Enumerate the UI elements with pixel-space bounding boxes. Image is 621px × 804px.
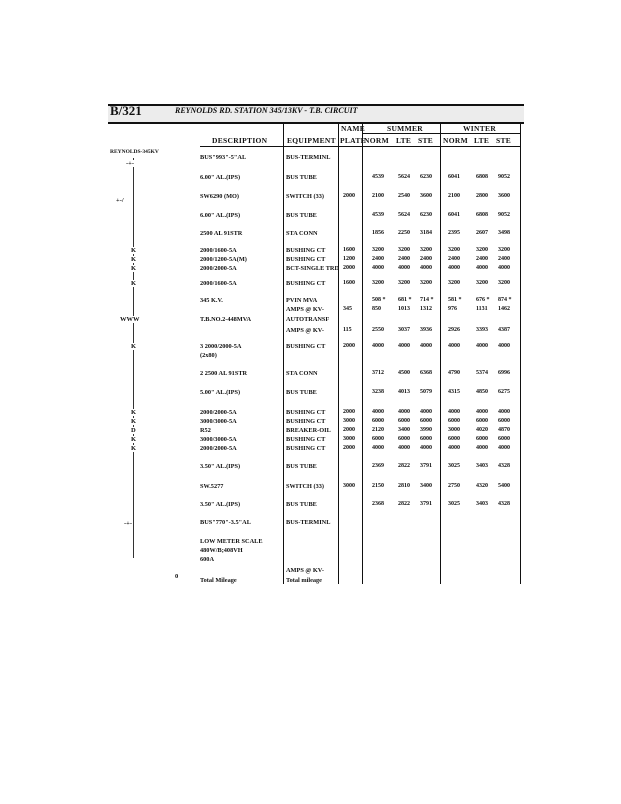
row-winter-ste: 4328 (498, 463, 510, 469)
row-summer-norm: 2400 (372, 256, 384, 262)
row-description: BUS"770"-3.5"AL (200, 519, 251, 526)
row-summer-ste: 3600 (420, 193, 432, 199)
row-winter-ste: 4000 (498, 343, 510, 349)
row-description: 3.50" AL.(IPS) (200, 463, 241, 470)
row-summer-norm: 508 * (372, 297, 386, 303)
row-description: 2 2500 AL 91STR (200, 370, 248, 377)
col-divider-plate (338, 122, 339, 584)
header-summer-lte: LTE (396, 136, 412, 145)
footer-mark: 0 (175, 573, 179, 580)
row-description: 3 2000/2000-5A (200, 343, 242, 350)
row-name-plate: 2000 (343, 445, 355, 451)
row-summer-norm: 2550 (372, 327, 384, 333)
row-summer-ste: 6368 (420, 370, 432, 376)
row-winter-ste: 4000 (498, 409, 510, 415)
row-winter-ste: 6000 (498, 436, 510, 442)
row-description: 3.50" AL.(IPS) (200, 501, 241, 508)
row-description: BUS"993"-5"AL (200, 154, 247, 161)
row-name-plate: 2000 (343, 427, 355, 433)
diagram-mark: -+- (126, 160, 135, 167)
row-summer-lte: 3400 (398, 427, 410, 433)
row-summer-norm: 3200 (372, 280, 384, 286)
row-winter-lte: 676 * (476, 297, 490, 303)
row-winter-lte: 5374 (476, 370, 488, 376)
row-name-plate: 2000 (343, 409, 355, 415)
row-equipment: BUS TUBE (286, 463, 317, 470)
header-winter-ste: STE (496, 136, 512, 145)
row-summer-lte: 4500 (398, 370, 410, 376)
row-name-plate: 3000 (343, 436, 355, 442)
row-summer-lte: 4000 (398, 409, 410, 415)
row-winter-ste: 874 * (498, 297, 512, 303)
row-equipment: STA CONN (286, 230, 318, 237)
row-winter-lte: 2400 (476, 256, 488, 262)
row-winter-ste: 9052 (498, 212, 510, 218)
row-winter-lte: 6000 (476, 418, 488, 424)
row-winter-ste: 3498 (498, 230, 510, 236)
header-underline (200, 146, 520, 147)
row-winter-norm: 3025 (448, 463, 460, 469)
row-equipment: BUSHING CT (286, 436, 326, 443)
diagram-mark: D (131, 427, 136, 434)
row-name-plate: 1600 (343, 247, 355, 253)
row-description: 6.00" AL.(IPS) (200, 174, 241, 181)
row-winter-norm: 6000 (448, 418, 460, 424)
row-winter-norm: 2100 (448, 193, 460, 199)
row-summer-lte: 2810 (398, 483, 410, 489)
diagram-mark: K (131, 265, 137, 272)
row-winter-lte: 3393 (476, 327, 488, 333)
row-winter-norm: 2926 (448, 327, 460, 333)
row-summer-lte: 681 * (398, 297, 412, 303)
row-description: 2000/2000-5A (200, 409, 237, 416)
diagram-mark: K (131, 445, 137, 452)
row-equipment: BUSHING CT (286, 343, 326, 350)
row-equipment: BUSHING CT (286, 256, 326, 263)
row-description: T.B.NO.2-448MVA (200, 316, 252, 323)
row-summer-norm: 4539 (372, 212, 384, 218)
row-description: 3000/3000-5A (200, 436, 237, 443)
row-summer-norm: 4539 (372, 174, 384, 180)
row-winter-ste: 4870 (498, 427, 510, 433)
row-winter-lte: 2800 (476, 193, 488, 199)
row-summer-norm: 4000 (372, 445, 384, 451)
diagram-mark: K (131, 409, 137, 416)
row-description: 600A (200, 556, 214, 563)
row-summer-ste: 3184 (420, 230, 432, 236)
row-winter-norm: 6041 (448, 174, 460, 180)
row-summer-lte: 3037 (398, 327, 410, 333)
row-summer-ste: 6000 (420, 436, 432, 442)
header-winter: WINTER (463, 124, 497, 133)
diagram-mark: -+- (124, 520, 133, 527)
row-summer-norm: 2368 (372, 501, 384, 507)
row-summer-norm: 2369 (372, 463, 384, 469)
row-description: 480W/B;408VH (200, 547, 243, 554)
row-winter-norm: 4000 (448, 265, 460, 271)
row-winter-norm: 3200 (448, 247, 460, 253)
station-label: REYNOLDS-345KV (110, 149, 159, 155)
row-equipment: BUSHING CT (286, 409, 326, 416)
row-summer-norm: 3200 (372, 247, 384, 253)
row-winter-lte: 3403 (476, 501, 488, 507)
row-description: 2500 AL 91STR (200, 230, 243, 237)
row-description: 6.00" AL.(IPS) (200, 212, 241, 219)
diagram-mark: K (131, 436, 137, 443)
row-winter-norm: 3200 (448, 280, 460, 286)
row-winter-ste: 4000 (498, 445, 510, 451)
row-summer-ste: 4000 (420, 343, 432, 349)
row-summer-lte: 2400 (398, 256, 410, 262)
col-divider-right (520, 122, 521, 584)
row-equipment: BUSHING CT (286, 280, 326, 287)
row-description: 2000/2000-5A (200, 445, 237, 452)
row-summer-lte: 4000 (398, 343, 410, 349)
row-description: SW.5277 (200, 483, 224, 490)
header-summer-ste: STE (418, 136, 434, 145)
row-equipment: BUSHING CT (286, 418, 326, 425)
row-equipment: BUS TUBE (286, 212, 317, 219)
row-summer-norm: 6000 (372, 436, 384, 442)
row-equipment: Total mileage (286, 577, 322, 584)
row-winter-norm: 4000 (448, 343, 460, 349)
row-equipment: BUSHING CT (286, 445, 326, 452)
row-winter-lte: 3403 (476, 463, 488, 469)
row-equipment: AMPS @ KV- (286, 327, 324, 334)
row-name-plate: 3000 (343, 483, 355, 489)
diagram-mark: +-/ (116, 197, 124, 204)
row-summer-norm: 3238 (372, 389, 384, 395)
row-description: 2000/1600-5A (200, 280, 237, 287)
row-winter-norm: 2750 (448, 483, 460, 489)
row-summer-lte: 2822 (398, 501, 410, 507)
row-summer-norm: 4000 (372, 409, 384, 415)
season-underline (362, 133, 520, 134)
row-winter-norm: 2395 (448, 230, 460, 236)
page-id: B/321 (110, 103, 142, 118)
diagram-mark: WWW (120, 316, 140, 323)
row-winter-ste: 4387 (498, 327, 510, 333)
row-equipment: AMPS @ KV- (286, 306, 324, 313)
row-summer-ste: 6000 (420, 418, 432, 424)
row-winter-ste: 6000 (498, 418, 510, 424)
row-summer-ste: 1312 (420, 306, 432, 312)
row-name-plate: 2000 (343, 265, 355, 271)
row-summer-lte: 5624 (398, 174, 410, 180)
row-winter-norm: 4000 (448, 409, 460, 415)
header-name: NAME (341, 124, 366, 133)
row-name-plate: 2000 (343, 343, 355, 349)
page-title: REYNOLDS RD. STATION 345/13KV - T.B. CIRCUIT (175, 106, 358, 115)
header-summer: SUMMER (387, 124, 423, 133)
row-equipment: PVIN MVA (286, 297, 318, 304)
row-summer-ste: 3200 (420, 247, 432, 253)
header-equipment: EQUIPMENT (287, 136, 336, 145)
row-winter-norm: 4315 (448, 389, 460, 395)
row-winter-norm: 3025 (448, 501, 460, 507)
row-summer-norm: 850 (372, 306, 381, 312)
row-winter-ste: 6275 (498, 389, 510, 395)
row-summer-norm: 2150 (372, 483, 384, 489)
col-divider-summer (362, 122, 363, 584)
row-summer-norm: 2120 (372, 427, 384, 433)
diagram-mark: K (131, 280, 137, 287)
row-equipment: BUS TUBE (286, 501, 317, 508)
row-name-plate: 2000 (343, 193, 355, 199)
row-summer-ste: 3791 (420, 501, 432, 507)
row-description: 5.00" AL.(IPS) (200, 389, 241, 396)
row-equipment: AMPS @ KV- (286, 567, 324, 574)
row-summer-norm: 6000 (372, 418, 384, 424)
row-equipment: BUS-TERMINL (286, 519, 331, 526)
row-winter-norm: 6000 (448, 436, 460, 442)
row-name-plate: 115 (343, 327, 352, 333)
row-winter-lte: 3200 (476, 247, 488, 253)
row-summer-ste: 4000 (420, 445, 432, 451)
row-winter-ste: 3200 (498, 247, 510, 253)
row-equipment: BUS-TERMINL (286, 154, 331, 161)
row-equipment: BUS TUBE (286, 174, 317, 181)
row-description: (2x80) (200, 352, 217, 359)
row-winter-ste: 4328 (498, 501, 510, 507)
row-description: LOW METER SCALE (200, 538, 263, 545)
row-winter-ste: 5400 (498, 483, 510, 489)
row-summer-ste: 3936 (420, 327, 432, 333)
row-winter-lte: 6000 (476, 436, 488, 442)
row-equipment: AUTOTRANSF (286, 316, 330, 323)
row-winter-lte: 4320 (476, 483, 488, 489)
row-winter-norm: 3000 (448, 427, 460, 433)
col-divider-equipment (283, 122, 284, 584)
row-equipment: SWITCH (33) (286, 193, 324, 200)
row-summer-lte: 3200 (398, 247, 410, 253)
row-winter-ste: 9052 (498, 174, 510, 180)
row-description: 2000/2000-5A (200, 265, 237, 272)
row-winter-norm: 581 * (448, 297, 462, 303)
row-summer-ste: 6230 (420, 212, 432, 218)
row-summer-ste: 3200 (420, 280, 432, 286)
diagram-mark: K (131, 343, 137, 350)
row-summer-ste: 714 * (420, 297, 434, 303)
row-winter-lte: 4000 (476, 445, 488, 451)
row-winter-lte: 4850 (476, 389, 488, 395)
diagram-mark: K (131, 418, 137, 425)
row-description: 2000/1600-5A (200, 247, 237, 254)
row-summer-ste: 3400 (420, 483, 432, 489)
row-name-plate: 345 (343, 306, 352, 312)
row-description: SW6290 (MO) (200, 193, 240, 200)
row-summer-lte: 6000 (398, 436, 410, 442)
row-winter-lte: 6808 (476, 212, 488, 218)
header-winter-norm: NORM (443, 136, 468, 145)
row-winter-lte: 4000 (476, 409, 488, 415)
row-winter-norm: 6041 (448, 212, 460, 218)
row-winter-norm: 4790 (448, 370, 460, 376)
row-summer-lte: 5624 (398, 212, 410, 218)
row-summer-norm: 1856 (372, 230, 384, 236)
row-equipment: BUS TUBE (286, 389, 317, 396)
row-winter-ste: 3600 (498, 193, 510, 199)
row-winter-lte: 3200 (476, 280, 488, 286)
row-winter-norm: 4000 (448, 445, 460, 451)
row-description: 2000/1200-5A(M) (200, 256, 247, 263)
row-summer-ste: 4000 (420, 265, 432, 271)
row-winter-lte: 4020 (476, 427, 488, 433)
row-summer-norm: 3712 (372, 370, 384, 376)
row-winter-lte: 4000 (476, 265, 488, 271)
one-line-diagram (131, 158, 137, 558)
row-equipment: SWITCH (33) (286, 483, 324, 490)
header-description: DESCRIPTION (212, 136, 268, 145)
row-summer-lte: 4000 (398, 445, 410, 451)
row-winter-ste: 2400 (498, 256, 510, 262)
row-summer-ste: 6230 (420, 174, 432, 180)
row-summer-ste: 2400 (420, 256, 432, 262)
row-name-plate: 1200 (343, 256, 355, 262)
diagram-mark: K (131, 247, 137, 254)
header-summer-norm: NORM (364, 136, 389, 145)
row-winter-ste: 1462 (498, 306, 510, 312)
row-summer-ste: 3990 (420, 427, 432, 433)
row-summer-lte: 6000 (398, 418, 410, 424)
row-summer-lte: 3200 (398, 280, 410, 286)
diagram-mark: K (131, 256, 137, 263)
row-winter-norm: 2400 (448, 256, 460, 262)
row-description: Total Mileage (200, 577, 237, 584)
row-summer-ste: 4000 (420, 409, 432, 415)
row-winter-ste: 4000 (498, 265, 510, 271)
row-description: 3000/3000-5A (200, 418, 237, 425)
row-summer-norm: 4000 (372, 265, 384, 271)
row-name-plate: 1600 (343, 280, 355, 286)
row-equipment: BREAKER-OIL (286, 427, 331, 434)
row-summer-lte: 4000 (398, 265, 410, 271)
header-winter-lte: LTE (474, 136, 490, 145)
row-summer-norm: 4000 (372, 343, 384, 349)
row-summer-lte: 4013 (398, 389, 410, 395)
row-winter-ste: 6996 (498, 370, 510, 376)
row-summer-lte: 2540 (398, 193, 410, 199)
header-plate: PLATE (340, 136, 366, 145)
row-description: 345 K.V. (200, 297, 223, 304)
col-divider-winter (440, 122, 441, 584)
row-winter-lte: 6808 (476, 174, 488, 180)
row-equipment: STA CONN (286, 370, 318, 377)
row-description: R52 (200, 427, 211, 434)
row-equipment: BUSHING CT (286, 247, 326, 254)
row-winter-lte: 4000 (476, 343, 488, 349)
row-name-plate: 3000 (343, 418, 355, 424)
row-winter-lte: 2607 (476, 230, 488, 236)
row-summer-ste: 5079 (420, 389, 432, 395)
row-summer-ste: 3791 (420, 463, 432, 469)
row-winter-ste: 3200 (498, 280, 510, 286)
row-summer-norm: 2100 (372, 193, 384, 199)
row-summer-lte: 1013 (398, 306, 410, 312)
row-summer-lte: 2822 (398, 463, 410, 469)
row-winter-norm: 976 (448, 306, 457, 312)
row-winter-lte: 1131 (476, 306, 488, 312)
row-summer-lte: 2250 (398, 230, 410, 236)
row-equipment: BCT-SINGLE TRD (286, 265, 340, 272)
